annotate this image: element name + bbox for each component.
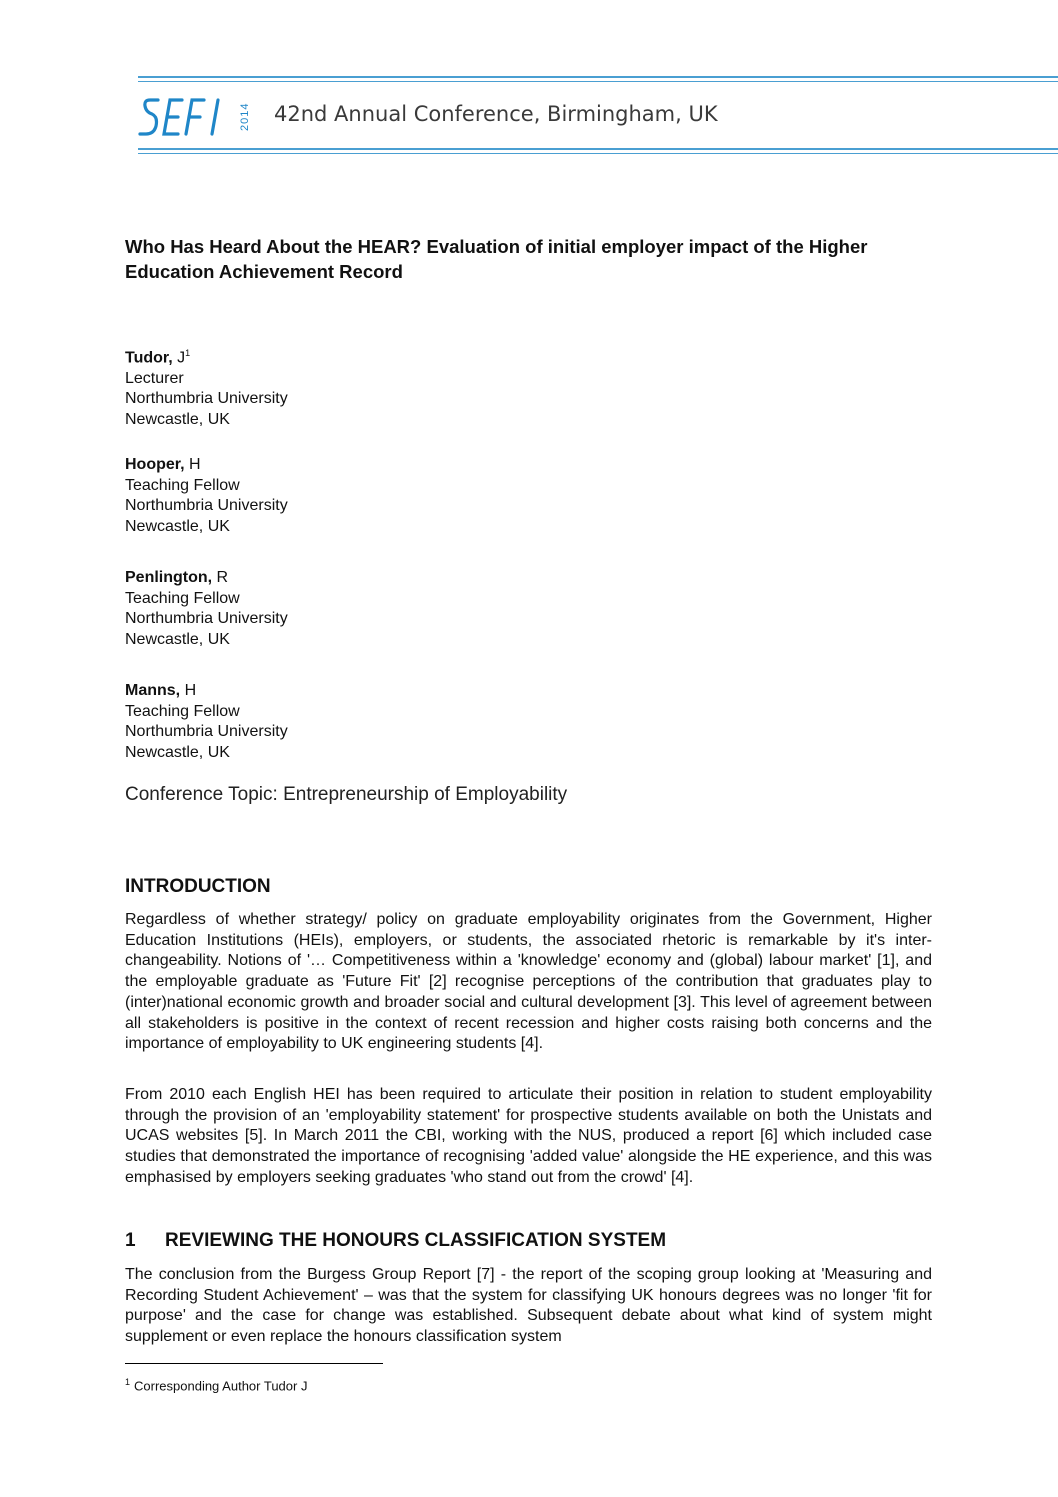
header-rule-top-thin <box>138 81 1058 82</box>
footnote <box>125 1377 307 1393</box>
paper-title: Who Has Heard About the HEAR? Evaluation of initial employer impact of the Higher Education Achievement Record <box>125 236 868 282</box>
sefi-logo <box>138 96 238 138</box>
footnote-rule <box>125 1363 383 1364</box>
author-name: Penlington, <box>125 569 213 586</box>
conference-name: 42nd Annual Conference, Birmingham, UK <box>274 102 718 126</box>
author-block <box>125 568 525 650</box>
author-initial: J <box>172 349 186 367</box>
author-name: Hooper, <box>125 456 185 473</box>
author-initial: H <box>184 456 201 473</box>
section-heading-1 <box>125 1230 666 1252</box>
author-role: Lecturer <box>125 369 184 387</box>
logo-year: 2014 <box>239 102 251 132</box>
author-institution: Northumbria University <box>125 610 288 627</box>
section-heading-introduction: INTRODUCTION <box>125 876 271 897</box>
section-number: 1 <box>125 1230 136 1251</box>
header-rule-bottom-thin <box>138 153 1058 154</box>
author-institution: Northumbria University <box>125 723 288 740</box>
author-role: Teaching Fellow <box>125 702 240 720</box>
paragraph: Regardless of whether strategy/ policy on graduate employability originates from the Government, Higher Education Institutions (HEIs), employers, or students, the associated rhetoric is remarkable by it's inter- changeability. Notions of '… Competitiveness within a 'knowledge' economy and (global) labour market' [1], and the employable graduate as 'Future Fit' [2] recognise perceptions of the contribution that graduates play to (inter)national economic growth and broader social and cultural development [3]. This level of agreement between all stakeholders is positive in the context of recent recession and higher costs raising both concerns and the importance of employability to UK engineering students [4]. <box>125 911 932 1053</box>
author-block <box>125 455 525 537</box>
author-role: Teaching Fellow <box>125 589 240 607</box>
section-title: REVIEWING THE HONOURS CLASSIFICATION SYSTEM <box>165 1230 667 1251</box>
paragraph: The conclusion from the Burgess Group Report [7] - the report of the scoping group looking at 'Measuring and Recording Student Achievement' – was that the system for classifying UK honours degrees was no longer 'fit for purpose' and the case for change was established. Subsequent debate about what kind of system might supplement or even replace the honours classification system <box>125 1266 932 1346</box>
footnote-marker: 1 <box>185 348 191 358</box>
author-block <box>125 681 525 763</box>
conference-header <box>138 92 1038 144</box>
conference-topic: Conference Topic: Entrepreneurship of Employability <box>125 784 568 805</box>
author-name: Tudor, <box>125 349 173 367</box>
author-institution: Northumbria University <box>125 390 288 408</box>
author-location: Newcastle, UK <box>125 410 230 428</box>
header-rule-bottom <box>138 148 1058 150</box>
author-name: Manns, <box>125 682 181 699</box>
author-location: Newcastle, UK <box>125 630 230 648</box>
author-block <box>125 343 525 430</box>
author-institution: Northumbria University <box>125 497 288 514</box>
author-initial: H <box>180 682 197 699</box>
paragraph: From 2010 each English HEI has been required to articulate their position in relation to student employability through the provision of an 'employability statement' for prospective students available on both the Unistats and UCAS websites [5]. In March 2011 the CBI, working with the NUS, produced a report [6] which included case studies that demonstrated the importance of recognising 'added value' alongside the HE experience, and this was emphasised by employers seeking graduates 'who stand out from the crowd' [4]. <box>125 1086 932 1186</box>
header-rule-top <box>138 76 1058 78</box>
author-initial: R <box>212 569 229 586</box>
footnote-marker: 1 <box>125 1377 131 1387</box>
author-location: Newcastle, UK <box>125 743 230 761</box>
author-location: Newcastle, UK <box>125 517 230 535</box>
footnote-text: Corresponding Author Tudor J <box>134 1378 308 1394</box>
author-role: Teaching Fellow <box>125 476 240 494</box>
